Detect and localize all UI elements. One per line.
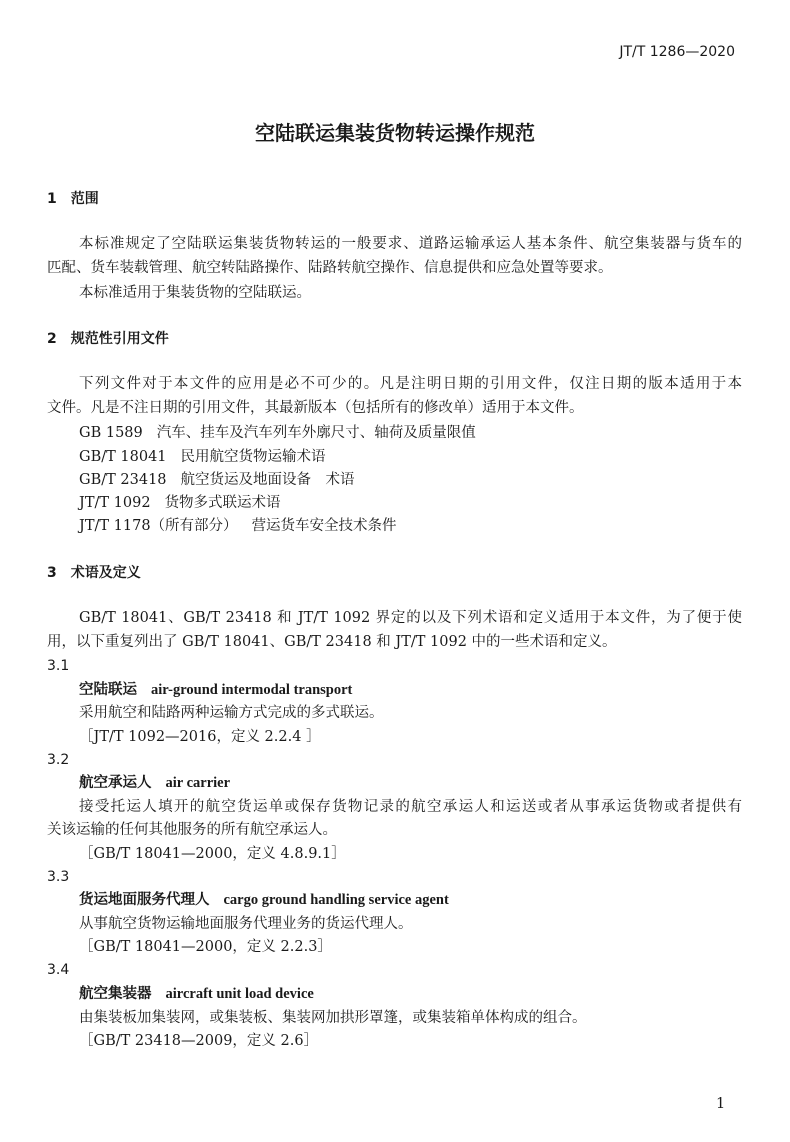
term-en: air carrier — [165, 775, 231, 791]
term-en: cargo ground handling service agent — [223, 892, 449, 908]
term-zh: 空陆联运 — [79, 681, 137, 698]
reference-item — [79, 516, 397, 536]
reference-title: 民用航空货物运输术语 — [180, 449, 326, 465]
reference-title: 汽车、挂车及汽车列车外廓尺寸、轴荷及质量限值 — [156, 425, 476, 441]
paragraph-line: GB/T 18041、GB/T 23418 和 JT/T 1092 界定的以及下列术语和定义适用于本文件，为了便于使 — [79, 610, 742, 626]
paragraph-line: 匹配、货车装载管理、航空转陆路操作、陆路转航空操作、信息提供和应急处置等要求。 — [47, 260, 613, 276]
reference-code: JT/T 1178（所有部分） — [79, 518, 238, 534]
paragraph-line: 下列文件对于本文件的应用是必不可少的。凡是注明日期的引用文件，仅注日期的版本适用于本 — [79, 376, 742, 392]
term-definition: 由集装板加集装网，或集装板、集装网加拱形罩篷，或集装箱单体构成的组合。 — [79, 1010, 587, 1026]
section-heading: 1 范围 — [47, 191, 99, 207]
term-number: 3.3 — [47, 869, 70, 885]
term-title — [79, 680, 352, 700]
reference-item — [79, 493, 281, 513]
page-title: 空陆联运集装货物转运操作规范 — [255, 121, 535, 145]
term-number: 3.1 — [47, 658, 70, 674]
term-source: ［JT/T 1092—2016，定义 2.2.4 ］ — [79, 729, 321, 745]
paragraph-line: 用，以下重复列出了 GB/T 18041、GB/T 23418 和 JT/T 1092 中的一些术语和定义。 — [47, 634, 617, 650]
reference-code: GB/T 23418 — [79, 472, 167, 488]
reference-code: GB/T 18041 — [79, 449, 167, 465]
reference-code: JT/T 1092 — [79, 495, 151, 511]
term-number: 3.2 — [47, 752, 70, 768]
section-heading: 2 规范性引用文件 — [47, 331, 169, 347]
term-definition: 关该运输的任何其他服务的所有航空承运人。 — [47, 822, 337, 838]
term-zh: 航空集装器 — [79, 985, 152, 1002]
term-title — [79, 890, 449, 910]
reference-title: 航空货运及地面设备 术语 — [180, 472, 355, 488]
term-source: ［GB/T 23418—2009，定义 2.6］ — [79, 1033, 319, 1049]
term-title — [79, 984, 314, 1004]
reference-title: 营运货车安全技术条件 — [251, 518, 397, 534]
section-heading: 3 术语及定义 — [47, 565, 141, 581]
doc-number: JT/T 1286—2020 — [619, 44, 735, 60]
paragraph-line: 文件。凡是不注日期的引用文件，其最新版本（包括所有的修改单）适用于本文件。 — [47, 400, 584, 416]
reference-item — [79, 423, 476, 443]
reference-item — [79, 447, 326, 467]
term-en: aircraft unit load device — [165, 986, 314, 1002]
paragraph-line: 本标准规定了空陆联运集装货物转运的一般要求、道路运输承运人基本条件、航空集装器与货车的 — [79, 236, 742, 252]
reference-title: 货物多式联运术语 — [164, 495, 281, 511]
term-title — [79, 773, 230, 793]
reference-code: GB 1589 — [79, 425, 143, 441]
term-definition: 采用航空和陆路两种运输方式完成的多式联运。 — [79, 705, 384, 721]
term-zh: 航空承运人 — [79, 774, 152, 791]
term-en: air-ground intermodal transport — [151, 682, 353, 698]
page-number: 1 — [716, 1096, 726, 1112]
term-number: 3.4 — [47, 962, 70, 978]
term-definition: 从事航空货物运输地面服务代理业务的货运代理人。 — [79, 916, 413, 932]
reference-item — [79, 470, 355, 490]
term-zh: 货运地面服务代理人 — [79, 891, 210, 908]
term-source: ［GB/T 18041—2000，定义 2.2.3］ — [79, 939, 332, 955]
term-definition: 接受托运人填开的航空货运单或保存货物记录的航空承运人和运送或者从事承运货物或者提供有 — [79, 799, 742, 815]
paragraph-line: 本标准适用于集装货物的空陆联运。 — [79, 285, 311, 301]
term-source: ［GB/T 18041—2000，定义 4.8.9.1］ — [79, 846, 346, 862]
